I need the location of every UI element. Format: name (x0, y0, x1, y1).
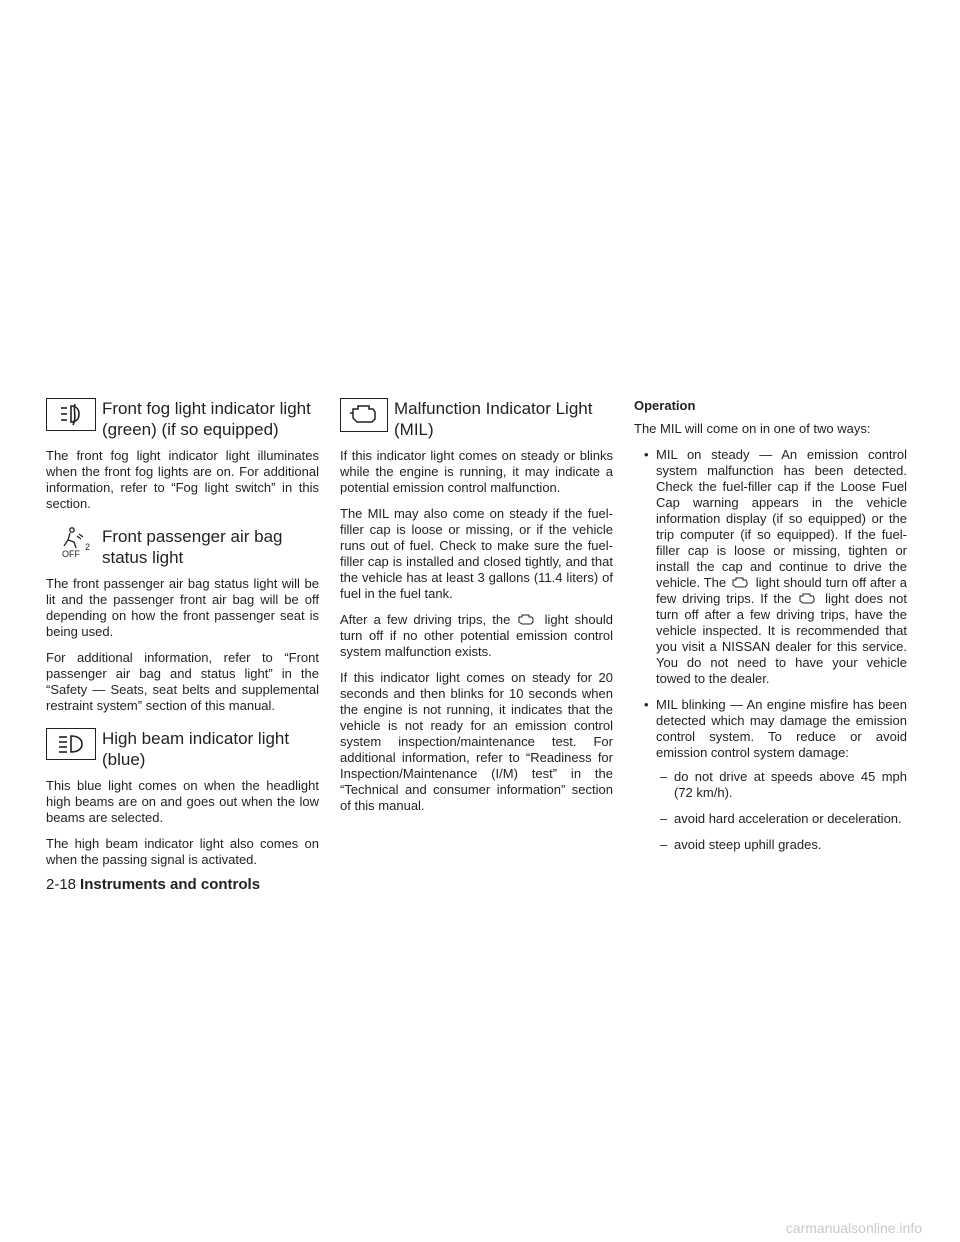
mil-body-3-pre: After a few driving trips, the (340, 612, 511, 627)
footer-section-name: Instruments and controls (80, 876, 261, 893)
high-beam-title: High beam indicator light (blue) (102, 729, 290, 769)
check-engine-icon (730, 576, 752, 589)
check-engine-icon (340, 398, 388, 432)
page-footer (46, 876, 260, 893)
svg-text:2: 2 (85, 542, 91, 552)
fog-light-title: Front fog light indicator light (green) (if so equipped) (102, 399, 311, 439)
mil-body-1: If this indicator light comes on steady or blinks while the engine is running, it may indicate a potential emission control malfunction. (340, 448, 613, 495)
high-beam-heading (46, 728, 319, 770)
operation-list (634, 447, 907, 853)
airbag-title: Front passenger air bag status light (102, 527, 283, 567)
bullet-1-part-b: light should turn off after a few driving trips. If the (656, 575, 907, 606)
page-number: 2-18 (46, 876, 77, 893)
mil-title: Malfunction Indicator Light (MIL) (394, 399, 593, 439)
column-2 (340, 398, 613, 824)
column-3 (634, 398, 907, 863)
column-1 (46, 398, 319, 878)
operation-intro: The MIL will come on in one of two ways: (634, 421, 871, 436)
mil-body-3 (340, 612, 613, 660)
list-item: – avoid steep uphill grades. (634, 837, 907, 853)
watermark: carmanualsonline.info (785, 1220, 922, 1236)
high-beam-icon (46, 728, 96, 760)
operation-heading: Operation (634, 398, 696, 413)
list-item (634, 447, 907, 687)
high-beam-body-1: This blue light comes on when the headlight high beams are on and goes out when the low beams are selected. (46, 778, 319, 825)
front-fog-light-icon (46, 398, 96, 431)
check-engine-icon (516, 613, 538, 626)
mil-heading (340, 398, 613, 440)
fog-light-body: The front fog light indicator light illuminates when the front fog lights are on. For additional information, refer to “Fog light switch” in this section. (46, 448, 319, 511)
airbag-heading (46, 526, 319, 568)
high-beam-body-2: The high beam indicator light also comes on when the passing signal is activated. (46, 836, 319, 867)
passenger-airbag-off-icon (46, 526, 96, 560)
bullet-2-text: MIL blinking — An engine misfire has been detected which may damage the emission control system. To reduce or avoid emission control system damage: (656, 697, 907, 760)
list-item (634, 697, 907, 853)
misfire-advice-list (634, 769, 907, 853)
fog-light-heading (46, 398, 319, 440)
airbag-body-1: The front passenger air bag status light will be lit and the passenger front air bag will be off depending on how the front passenger seat is being used. (46, 576, 319, 639)
airbag-body-2: For additional information, refer to “Front passenger air bag and status light” in the “Safety — Seats, seat belts and supplemental restraint system” section of this manual. (46, 650, 319, 713)
bullet-1-part-a: MIL on steady — An emission control system malfunction has been detected. Check the fuel-filler cap if the Loose Fuel Cap warning appears in the vehicle information display (if so equipped) or the trip computer (if so equipped). If the fuel-filler cap is loose or missing, tighten or install the cap and continue to drive the vehicle. The (656, 447, 907, 590)
check-engine-icon (797, 592, 819, 605)
mil-body-3-post: light should turn off if no other potential emission control system malfunction exists. (340, 612, 613, 659)
mil-body-4: If this indicator light comes on steady for 20 seconds and then blinks for 10 seconds when the engine is not running, it indicates that the vehicle is not ready for an emission control system inspection/maintenance test. For additional information, refer to “Readiness for Inspection/Maintenance (I/M) test” in the “Technical and consumer information” section of this manual. (340, 670, 613, 813)
list-item: – avoid hard acceleration or deceleration. (634, 811, 907, 827)
airbag-icon-off-label: OFF (62, 549, 80, 559)
list-item: – do not drive at speeds above 45 mph (72 km/h). (634, 769, 907, 801)
mil-body-2: The MIL may also come on steady if the fuel-filler cap is loose or missing, or if the vehicle runs out of fuel. Check to make sure the fuel-filler cap is installed and closed tightly, and that the vehicle has at least 3 gallons (11.4 liters) of fuel in the fuel tank. (340, 506, 613, 601)
bullet-1-part-c: light does not turn off after a few driving trips, have the vehicle inspected. It is recommended that you visit a NISSAN dealer for this service. You do not need to have your vehicle towed to the dealer. (656, 591, 907, 686)
